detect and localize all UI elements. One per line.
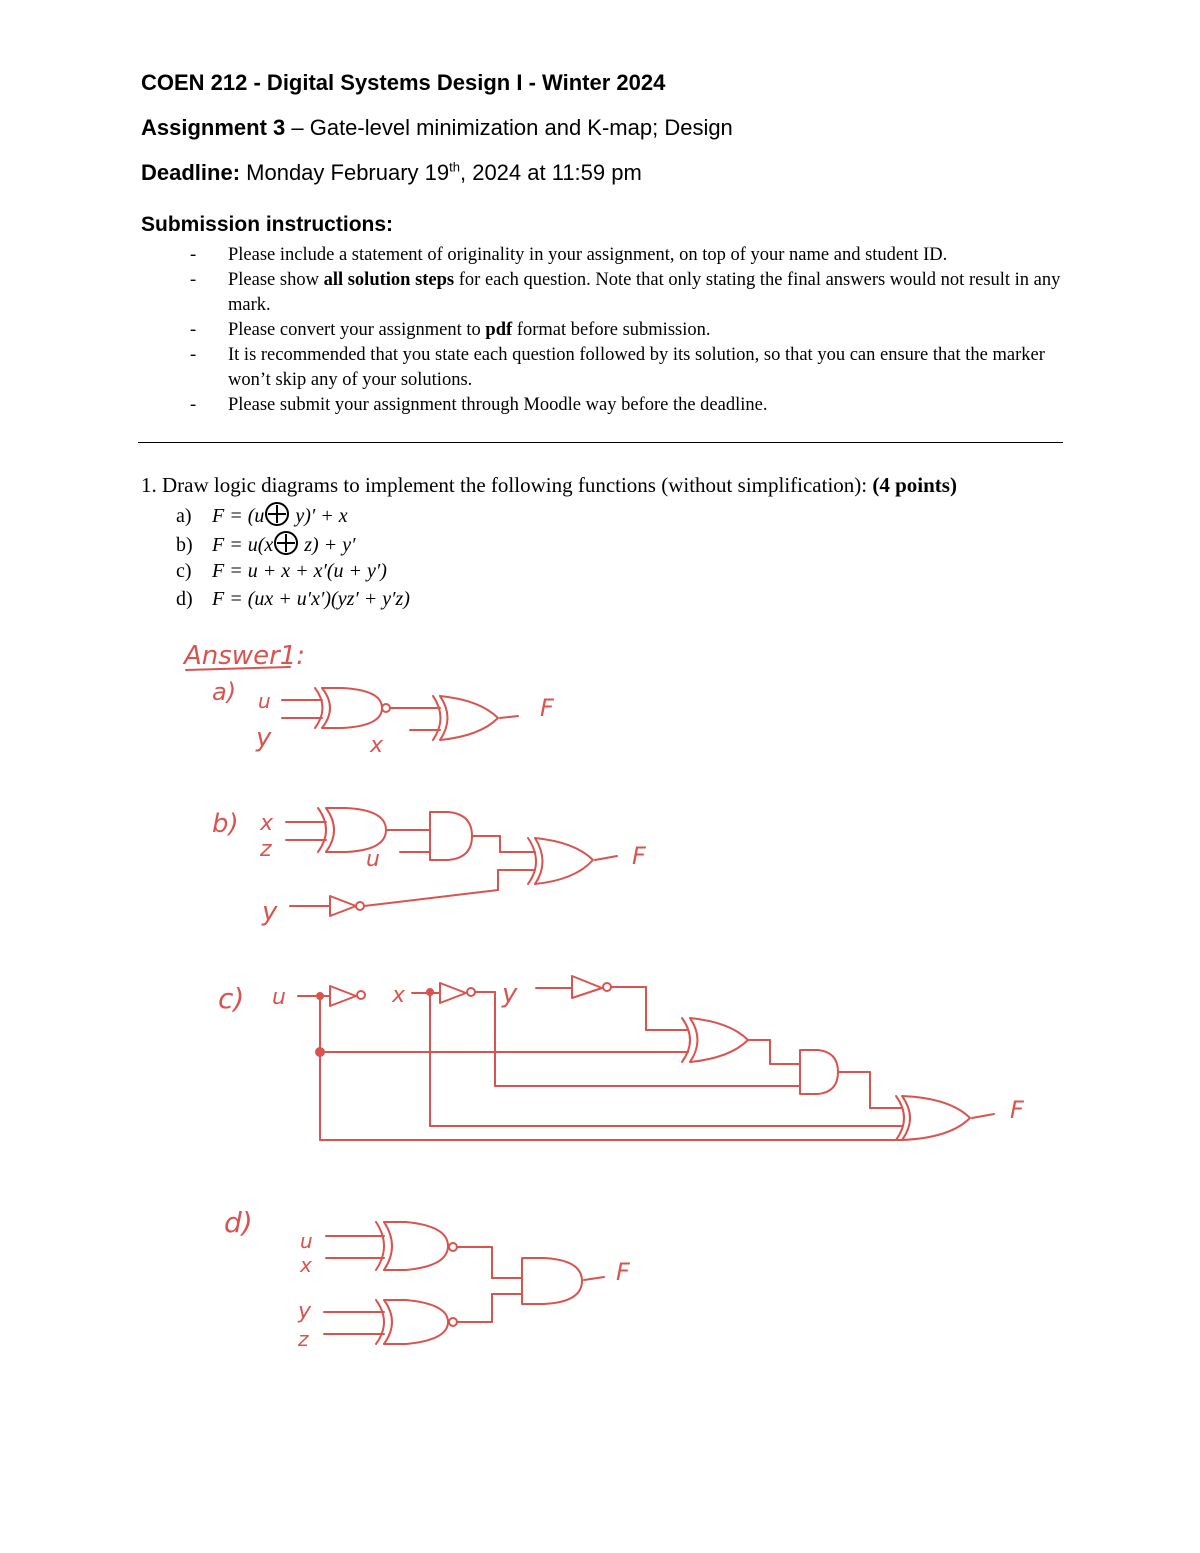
output-label: F bbox=[632, 842, 646, 870]
deadline-label: Deadline: bbox=[141, 160, 241, 185]
question-points: (4 points) bbox=[872, 473, 957, 497]
input-label: x bbox=[300, 1253, 312, 1277]
input-label: u bbox=[300, 1229, 313, 1253]
output-label: F bbox=[540, 694, 554, 722]
question-part-a: a) F = (u y)′ + x bbox=[176, 502, 348, 528]
deadline-time: , 2024 at 11:59 pm bbox=[459, 160, 642, 185]
instruction-item: - Please convert your assignment to pdf format before submission. bbox=[190, 320, 711, 340]
assignment-label: Assignment 3 bbox=[141, 115, 286, 140]
question-text: Draw logic diagrams to implement the following functions (without simplification): bbox=[162, 473, 873, 497]
question-number: 1. bbox=[141, 473, 157, 497]
label-d: d) bbox=[224, 1206, 253, 1239]
input-label: u bbox=[366, 847, 380, 872]
label-b: b) bbox=[212, 809, 239, 839]
input-label: x bbox=[370, 733, 384, 758]
instruction-item: - Please include a statement of originality in your assignment, on top of your name and student ID. bbox=[190, 245, 948, 265]
input-label: u bbox=[258, 689, 271, 713]
diagram-a bbox=[282, 688, 518, 740]
question-part-c: c) F = u + x + x′(u + y′) bbox=[176, 560, 387, 582]
instruction-item: - Please show all solution steps for each question. Note that only stating the final answers would not result in any mark. bbox=[190, 270, 1061, 315]
answer-heading: Answer1: bbox=[184, 641, 306, 671]
deadline-ordinal: th bbox=[449, 159, 460, 175]
submission-heading: Submission instructions: bbox=[141, 213, 394, 236]
question-part-d: d) F = (ux + u′x′)(yz′ + y′z) bbox=[176, 588, 410, 610]
input-label: y bbox=[262, 897, 278, 927]
input-label: y bbox=[256, 723, 272, 753]
instruction-item: - It is recommended that you state each question followed by its solution, so that you can ensure that the marker won’t skip any of your solutions. bbox=[190, 345, 1045, 390]
input-label: y bbox=[502, 979, 518, 1009]
assignment-topic: – Gate-level minimization and K-map; Design bbox=[285, 115, 733, 140]
output-label: F bbox=[1010, 1096, 1024, 1124]
deadline-date: Monday February 19 bbox=[240, 160, 450, 185]
diagram-b bbox=[286, 808, 617, 916]
input-label: x bbox=[392, 983, 406, 1008]
course-title: COEN 212 - Digital Systems Design I - Winter 2024 bbox=[141, 70, 666, 95]
label-c: c) bbox=[218, 982, 245, 1015]
output-label: F bbox=[616, 1258, 630, 1286]
input-label: z bbox=[260, 837, 272, 862]
input-label: y bbox=[298, 1299, 312, 1324]
diagram-d bbox=[324, 1222, 604, 1344]
input-label: x bbox=[260, 811, 274, 836]
instruction-item: - Please submit your assignment through Moodle way before the deadline. bbox=[190, 395, 768, 415]
input-label: u bbox=[272, 985, 286, 1010]
question-part-b: b) F = u(x z) + y′ bbox=[176, 531, 355, 557]
input-label: z bbox=[298, 1327, 309, 1351]
label-a: a) bbox=[212, 678, 237, 706]
